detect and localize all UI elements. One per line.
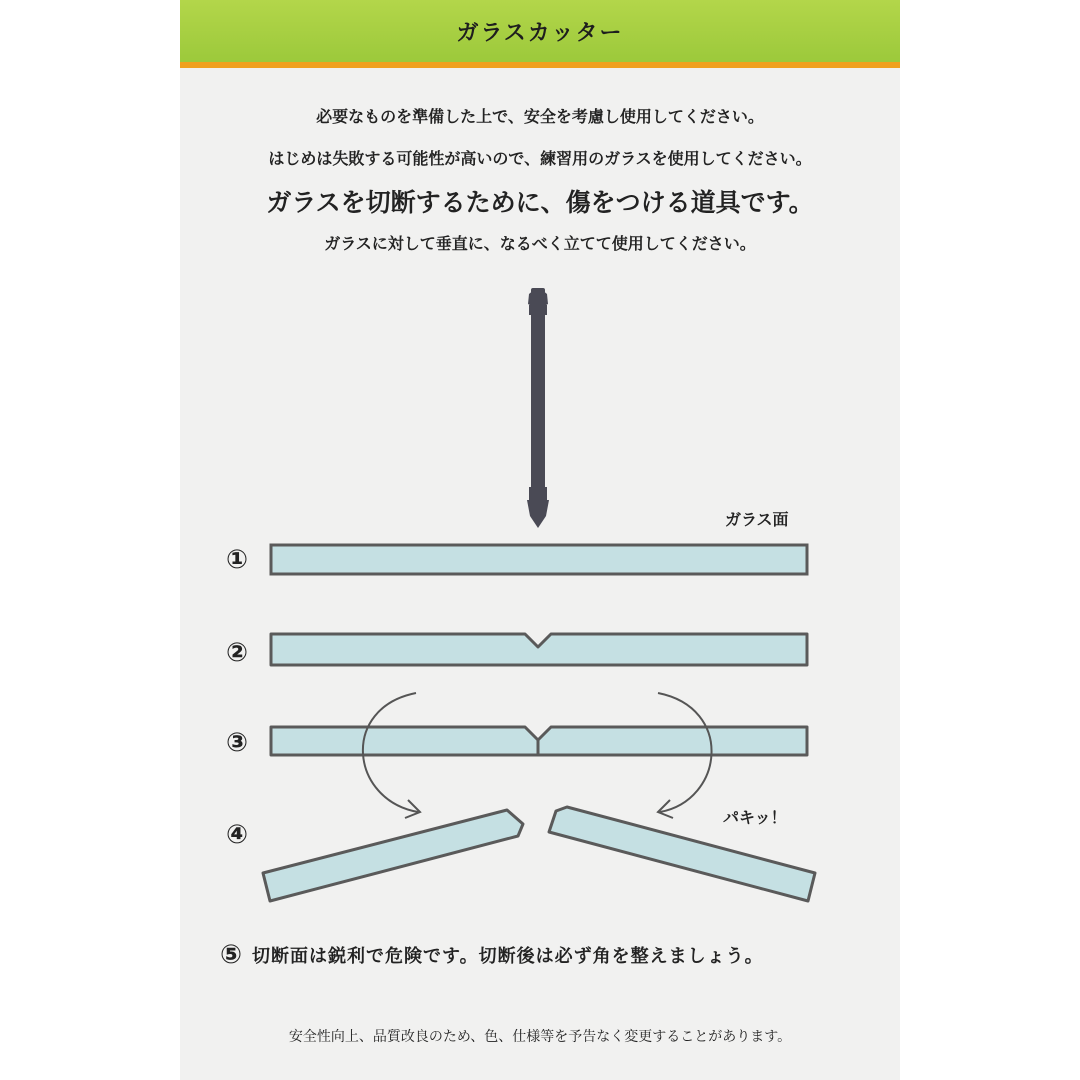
intro-line-1: 必要なものを準備した上で、安全を考慮し使用してください。 (316, 107, 764, 126)
step-5-text: 切断面は鋭利で危険です。切断後は必ず角を整えましょう。 (252, 946, 764, 967)
glass-cutting-diagram (180, 0, 900, 1080)
instruction-panel (180, 0, 900, 1080)
step-number-1: ① (225, 545, 248, 575)
glass-cutter-tool (527, 288, 549, 528)
glass-pane-step2 (271, 634, 807, 665)
footer-note: 安全性向上、品質改良のため、色、仕様等を予告なく変更することがあります。 (288, 1029, 792, 1045)
glass-pane-step1 (271, 545, 807, 574)
step-5-warning (220, 940, 764, 970)
page-title: ガラスカッター (456, 20, 624, 46)
step-number-4: ④ (225, 820, 248, 850)
step-number-3: ③ (225, 728, 248, 758)
glass-piece-left (263, 810, 523, 901)
snap-sound-label: パキッ！ (723, 808, 787, 827)
intro-line-4: ガラスに対して垂直に、なるべく立てて使用してください。 (324, 234, 756, 253)
step-number-2: ② (225, 638, 248, 668)
step-number-5: ⑤ (220, 940, 243, 970)
glass-surface-label: ガラス面 (725, 510, 789, 529)
intro-line-2: はじめは失敗する可能性が高いので、練習用のガラスを使用してください。 (268, 149, 812, 168)
intro-headline: ガラスを切断するために、傷をつける道具です。 (266, 188, 814, 217)
